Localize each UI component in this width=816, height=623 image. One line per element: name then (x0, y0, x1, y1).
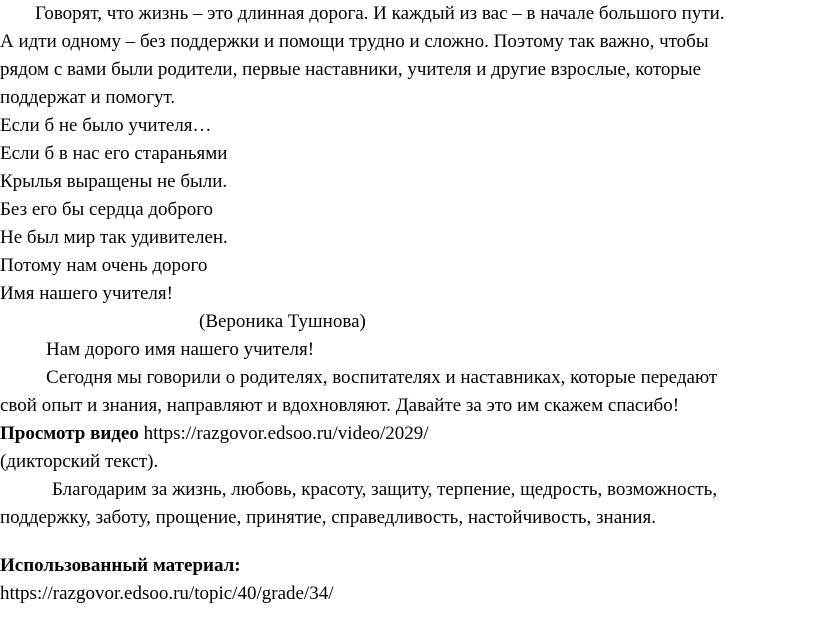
materials-url[interactable]: https://razgovor.edsoo.ru/topic/40/grade/34/ (0, 583, 334, 604)
video-note: (дикторский текст). (0, 451, 159, 472)
poem-line-6: Потому нам очень дорого (0, 255, 208, 276)
video-label: Просмотр видео (0, 423, 139, 444)
video-line (0, 420, 429, 448)
poem-line-7: Имя нашего учителя! (0, 283, 173, 304)
poem-author: (Вероника Тушнова) (199, 311, 366, 332)
intro-line-2: А идти одному – без поддержки и помощи трудно и сложно. Поэтому так важно, чтобы (0, 31, 709, 52)
poem-line-3: Крылья выращены не были. (0, 171, 228, 192)
poem-line-2: Если б в нас его стараньями (0, 143, 228, 164)
poem-line-5: Не был мир так удивителен. (0, 227, 228, 248)
thanks-line-1: Благодарим за жизнь, любовь, красоту, защиту, терпение, щедрость, возможность, (52, 479, 718, 500)
intro-line-3: рядом с вами были родители, первые наставники, учителя и другие взрослые, которые (0, 59, 702, 80)
intro-line-4: поддержат и помогут. (0, 87, 176, 108)
dear-name-line: Нам дорого имя нашего учителя! (46, 339, 315, 360)
poem-line-4: Без его бы сердца доброго (0, 199, 214, 220)
poem-line-1: Если б не было учителя… (0, 115, 212, 136)
thanks-line-2: поддержку, заботу, прощение, принятие, справедливость, настойчивость, знания. (0, 507, 656, 528)
materials-heading: Использованный материал: (0, 555, 241, 576)
today-line-2: свой опыт и знания, направляют и вдохновляют. Давайте за это им скажем спасибо! (0, 395, 680, 416)
intro-line-1: Говорят, что жизнь – это длинная дорога. И каждый из вас – в начале большого пути. (35, 3, 725, 24)
video-url[interactable]: https://razgovor.edsoo.ru/video/2029/ (138, 423, 429, 444)
today-line-1: Сегодня мы говорили о родителях, воспитателях и наставниках, которые передают (46, 367, 718, 388)
